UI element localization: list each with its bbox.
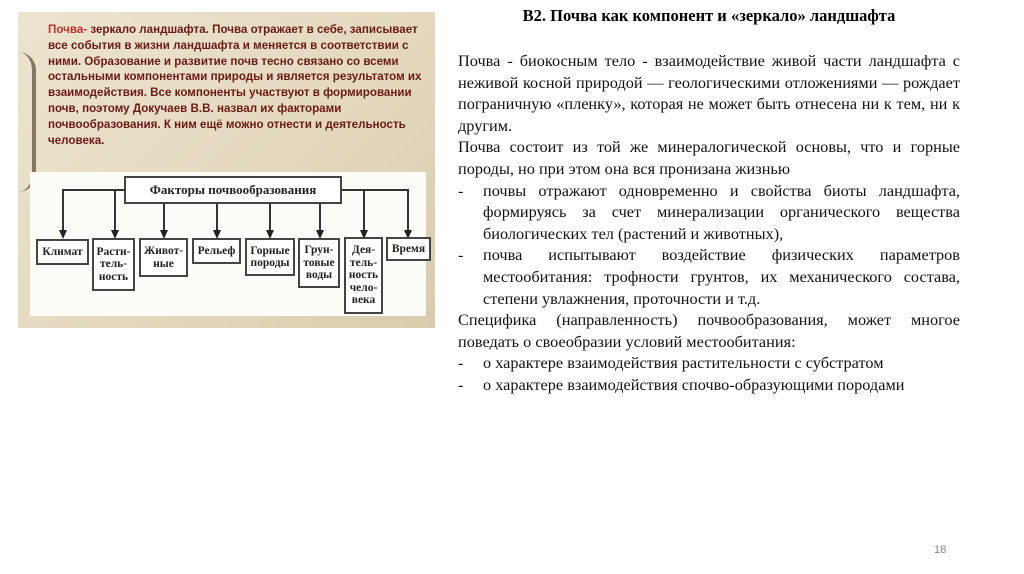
image-caption: [48, 22, 438, 148]
diagram-title-box: Факторы почвообразования: [124, 176, 342, 204]
paragraph: Почва состоит из той же минералогической основы, что и горные породы, но при этом она вся пронизана жизнью: [458, 137, 960, 178]
factor-groundwater: Грун-товые воды: [298, 238, 340, 288]
factor-climate: Климат: [36, 239, 89, 265]
factor-relief: Рельеф: [192, 238, 241, 264]
soil-factors-image: [18, 12, 435, 328]
list-item: - о характере взаимодействия растительности с субстратом: [458, 353, 884, 373]
factor-rocks: Горные породы: [245, 238, 295, 276]
caption-text: зеркало ландшафта. Почва отражает в себе, записывает все события в жизни ландшафта и меняется в соответствии с ними. Образование и развитие почв тесно связано со всеми остальными компонентами природы и является результатом их взаимодействия. Все компоненты участвуют в формировании почв, поэтому Докучаев В.В. назвал их факторами почвообразования. К ним ещё можно отнести и деятельность человека.: [48, 23, 422, 147]
list-item: - о характере взаимодействия спочво-образующими породами: [458, 374, 905, 394]
caption-highlight: Почва-: [48, 23, 88, 36]
slide-body: [458, 50, 960, 396]
slide-title: В2. Почва как компонент и «зеркало» ландшафта: [522, 6, 896, 25]
factor-vegetation: Расти-тель-ность: [92, 238, 135, 291]
factor-animals: Живот-ные: [139, 238, 188, 277]
paragraph: Специфика (направленность) почвообразования, может многое поведать о своеобразии условий местообитания:: [458, 310, 960, 351]
factor-human-activity: Дея-тель-ность чело-века: [344, 237, 383, 314]
factors-diagram: [30, 172, 426, 316]
page-number: 18: [934, 544, 947, 556]
list-item: - почва испытывают воздействие физических параметров местообитания: трофности грунтов, их механического состава, степени увлажнения, проточности и т.д.: [458, 245, 960, 308]
factor-time: Время: [386, 237, 431, 261]
list-item: - почвы отражают одновременно и свойства биоты ландшафта, формируясь за счет минерализации органического вещества биологических тел (растений и животных),: [458, 180, 960, 243]
paragraph: Почва - биокосным тело - взаимодействие живой части ландшафта с неживой косной природой — геологическими отложениями — рождает пограничную «пленку», которая не может быть отнесена ни к тем, ни к другим.: [458, 51, 960, 135]
leaf-decoration: [18, 52, 36, 192]
